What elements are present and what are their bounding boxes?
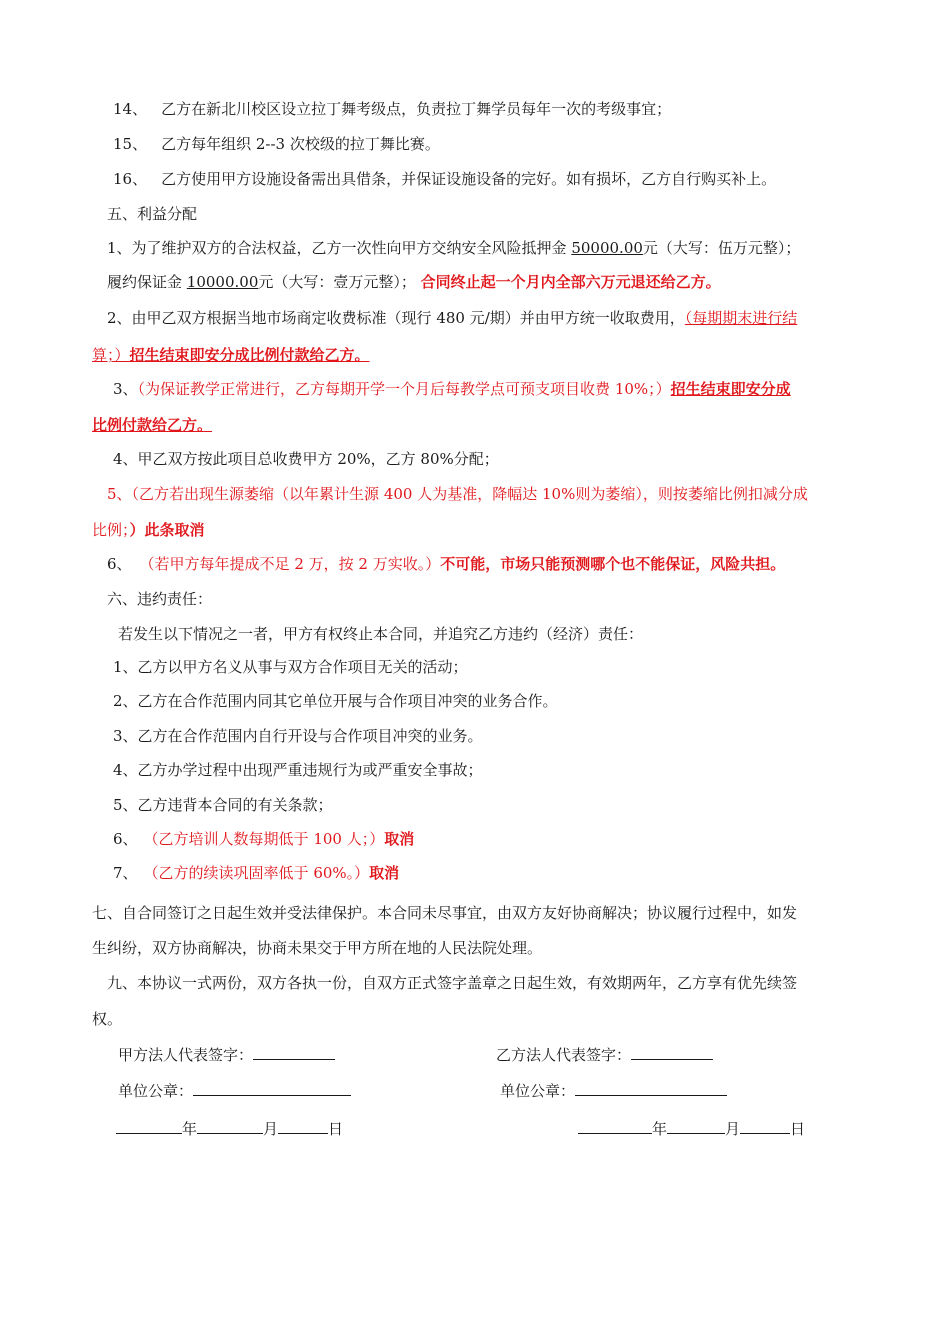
party-b-signature-line[interactable] [631, 1044, 713, 1060]
section-5-clause-3-line-2: 比例付款给乙方。 [92, 416, 213, 434]
section-6-intro: 若发生以下情况之一者，甲方有权终止本合同，并追究乙方违约（经济）责任： [118, 625, 644, 643]
party-a-signature: 甲方法人代表签字： [118, 1044, 335, 1065]
party-b-month-line[interactable] [667, 1118, 725, 1134]
section-9-line-2: 权。 [92, 1010, 123, 1028]
clause-14: 14、 乙方在新北川校区设立拉丁舞考级点，负责拉丁舞学员每年一次的考级事宜； [113, 100, 672, 118]
party-b-seal: 单位公章： [500, 1080, 727, 1101]
party-a-signature-line[interactable] [253, 1044, 335, 1060]
section-5-clause-4: 4、甲乙双方按此项目总收费甲方 20%，乙方 80%分配； [113, 450, 499, 468]
party-a-year-line[interactable] [116, 1118, 182, 1134]
party-a-month-line[interactable] [197, 1118, 263, 1134]
section-9-line-1: 九、本协议一式两份，双方各执一份，自双方正式签字盖章之日起生效，有效期两年，乙方享有优先续签 [107, 974, 798, 992]
section-7-line-2: 生纠纷，双方协商解决，协商未果交于甲方所在地的人民法院处理。 [92, 939, 543, 957]
section-5-clause-5-line-2: 比例；）此条取消 [92, 521, 205, 539]
section-5-clause-3-line-1: 3、（为保证教学正常进行，乙方每期开学一个月后每教学点可预支项目收费 10%；）招生结束即安分成 [113, 380, 791, 398]
party-b-day-line[interactable] [740, 1118, 790, 1134]
section-5-clause-5-line-1: 5、（乙方若出现生源萎缩（以年累计生源 400 人为基准，降幅达 10%则为萎缩），则按萎缩比例扣减分成 [107, 485, 808, 503]
section-6-item-4: 4、乙方办学过程中出现严重违规行为或严重安全事故； [113, 761, 483, 779]
section-6-item-3: 3、乙方在合作范围内自行开设与合作项目冲突的业务。 [113, 727, 483, 745]
party-a-date: 年 月 日 [116, 1118, 343, 1139]
party-a-seal: 单位公章： [118, 1080, 351, 1101]
section-6-heading: 六、违约责任： [107, 590, 213, 608]
section-5-clause-2-line-1: 2、由甲乙双方根据当地市场商定收费标准（现行 480 元/期）并由甲方统一收取费用，（每期期末进行结 [107, 309, 798, 327]
refund-note: 合同终止起一个月内全部六万元退还给乙方。 [420, 273, 721, 291]
section-5-clause-1-line-2: 履约保证金 10000.00元（大写：壹万元整）； 合同终止起一个月内全部六万元退还给乙方。 [107, 273, 721, 291]
clause-16: 16、 乙方使用甲方设施设备需出具借条，并保证设施设备的完好。如有损坏，乙方自行购买补上。 [113, 170, 777, 188]
section-6-item-7: 7、 （乙方的续读巩固率低于 60%。）取消 [113, 864, 400, 882]
deposit-amount: 50000.00 [571, 239, 643, 257]
section-5-clause-1-line-1: 1、为了维护双方的合法权益，乙方一次性向甲方交纳安全风险抵押金 50000.00元（大写：伍万元整）； [107, 239, 801, 257]
clause-15: 15、 乙方每年组织 2--3 次校级的拉丁舞比赛。 [113, 135, 440, 153]
section-5-clause-2-line-2: 算；）招生结束即安分成比例付款给乙方。 [92, 346, 370, 364]
section-6-item-5: 5、乙方违背本合同的有关条款； [113, 796, 333, 814]
section-7-line-1: 七、自合同签订之日起生效并受法律保护。本合同未尽事宜，由双方友好协商解决；协议履行过程中，如发 [92, 904, 798, 922]
section-6-item-2: 2、乙方在合作范围内同其它单位开展与合作项目冲突的业务合作。 [113, 692, 558, 710]
guarantee-amount: 10000.00 [186, 273, 259, 291]
section-6-item-1: 1、乙方以甲方名义从事与双方合作项目无关的活动； [113, 658, 468, 676]
section-6-item-6: 6、 （乙方培训人数每期低于 100 人；）取消 [113, 830, 415, 848]
section-5-heading: 五、利益分配 [107, 205, 198, 223]
party-a-day-line[interactable] [278, 1118, 328, 1134]
party-b-year-line[interactable] [578, 1118, 652, 1134]
party-a-seal-line[interactable] [193, 1080, 351, 1096]
party-b-seal-line[interactable] [575, 1080, 727, 1096]
party-b-signature: 乙方法人代表签字： [496, 1044, 713, 1065]
party-b-date: 年 月 日 [578, 1118, 805, 1139]
section-5-clause-6: 6、 （若甲方每年提成不足 2 万，按 2 万实收。）不可能，市场只能预测哪个也不能保证，风险共担。 [107, 555, 786, 573]
